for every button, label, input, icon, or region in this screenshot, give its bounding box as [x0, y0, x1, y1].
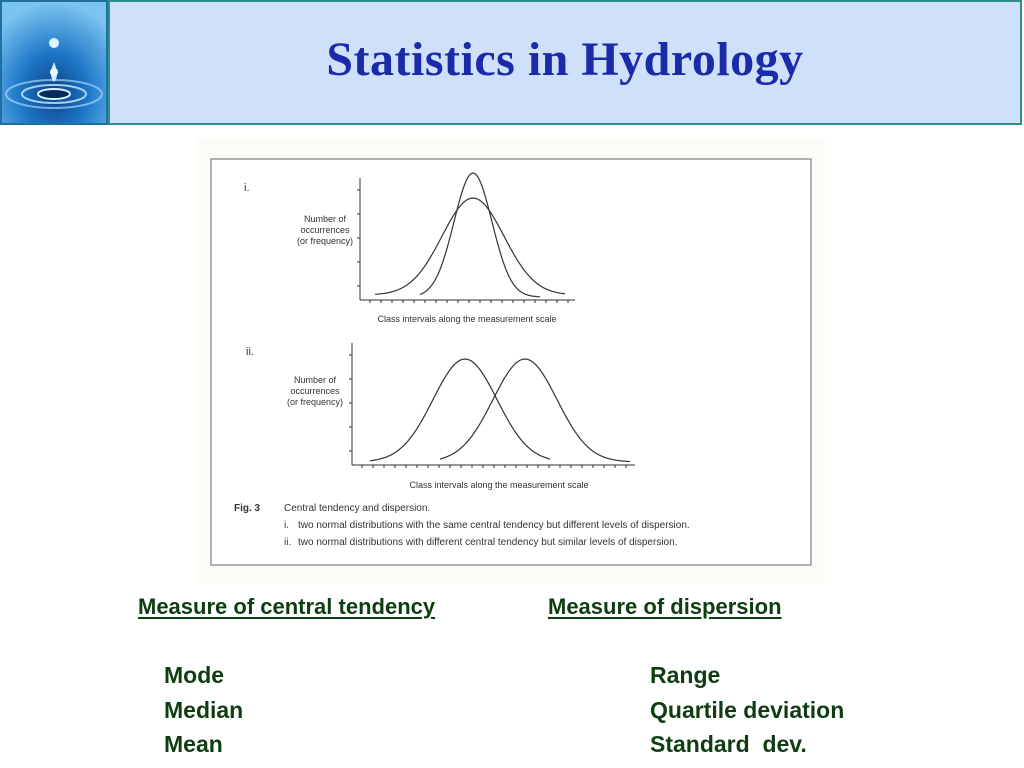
- dispersion-heading: Measure of dispersion: [548, 594, 782, 619]
- list-item-quartile-deviation: Quartile deviation: [650, 697, 845, 723]
- list-item-mode: Mode: [164, 662, 225, 688]
- caption-i-num: i.: [284, 520, 289, 531]
- panel-i-ylabel-1: Number of: [303, 214, 347, 224]
- list-item-mean: Mean: [164, 731, 223, 757]
- water-drop-logo: [0, 0, 108, 125]
- list-item-standard-deviation: Standard dev.: [650, 731, 807, 757]
- panel-ii-ylabel-1: Number of: [293, 375, 337, 385]
- title-bar: [108, 0, 1022, 125]
- panel-ii-ylabel-2: occurrences: [290, 386, 340, 396]
- panel-ii-label: ii.: [246, 346, 254, 358]
- central-tendency-heading: Measure of central tendency: [138, 594, 436, 619]
- fig-label: Fig. 3: [234, 503, 261, 514]
- caption-ii-text: two normal distributions with different central tendency but similar levels of dispersion.: [298, 537, 678, 548]
- list-item-median: Median: [164, 697, 244, 723]
- caption-i-text: two normal distributions with the same central tendency but different levels of dispersion.: [298, 520, 690, 531]
- caption-title: Central tendency and dispersion.: [284, 503, 431, 514]
- panel-i-xlabel: Class intervals along the measurement scale: [377, 314, 557, 324]
- panel-i-ylabel-2: occurrences: [300, 225, 350, 235]
- list-item-range: Range: [650, 662, 721, 688]
- caption-ii-num: ii.: [284, 537, 292, 548]
- panel-ii-xlabel: Class intervals along the measurement scale: [409, 480, 589, 490]
- slide-title: Statistics in Hydrology: [326, 33, 804, 86]
- distribution-figure: [195, 138, 825, 584]
- panel-i-ylabel-3: (or frequency): [296, 236, 354, 246]
- panel-ii-ylabel-3: (or frequency): [286, 397, 344, 407]
- panel-i-label: i.: [244, 182, 250, 194]
